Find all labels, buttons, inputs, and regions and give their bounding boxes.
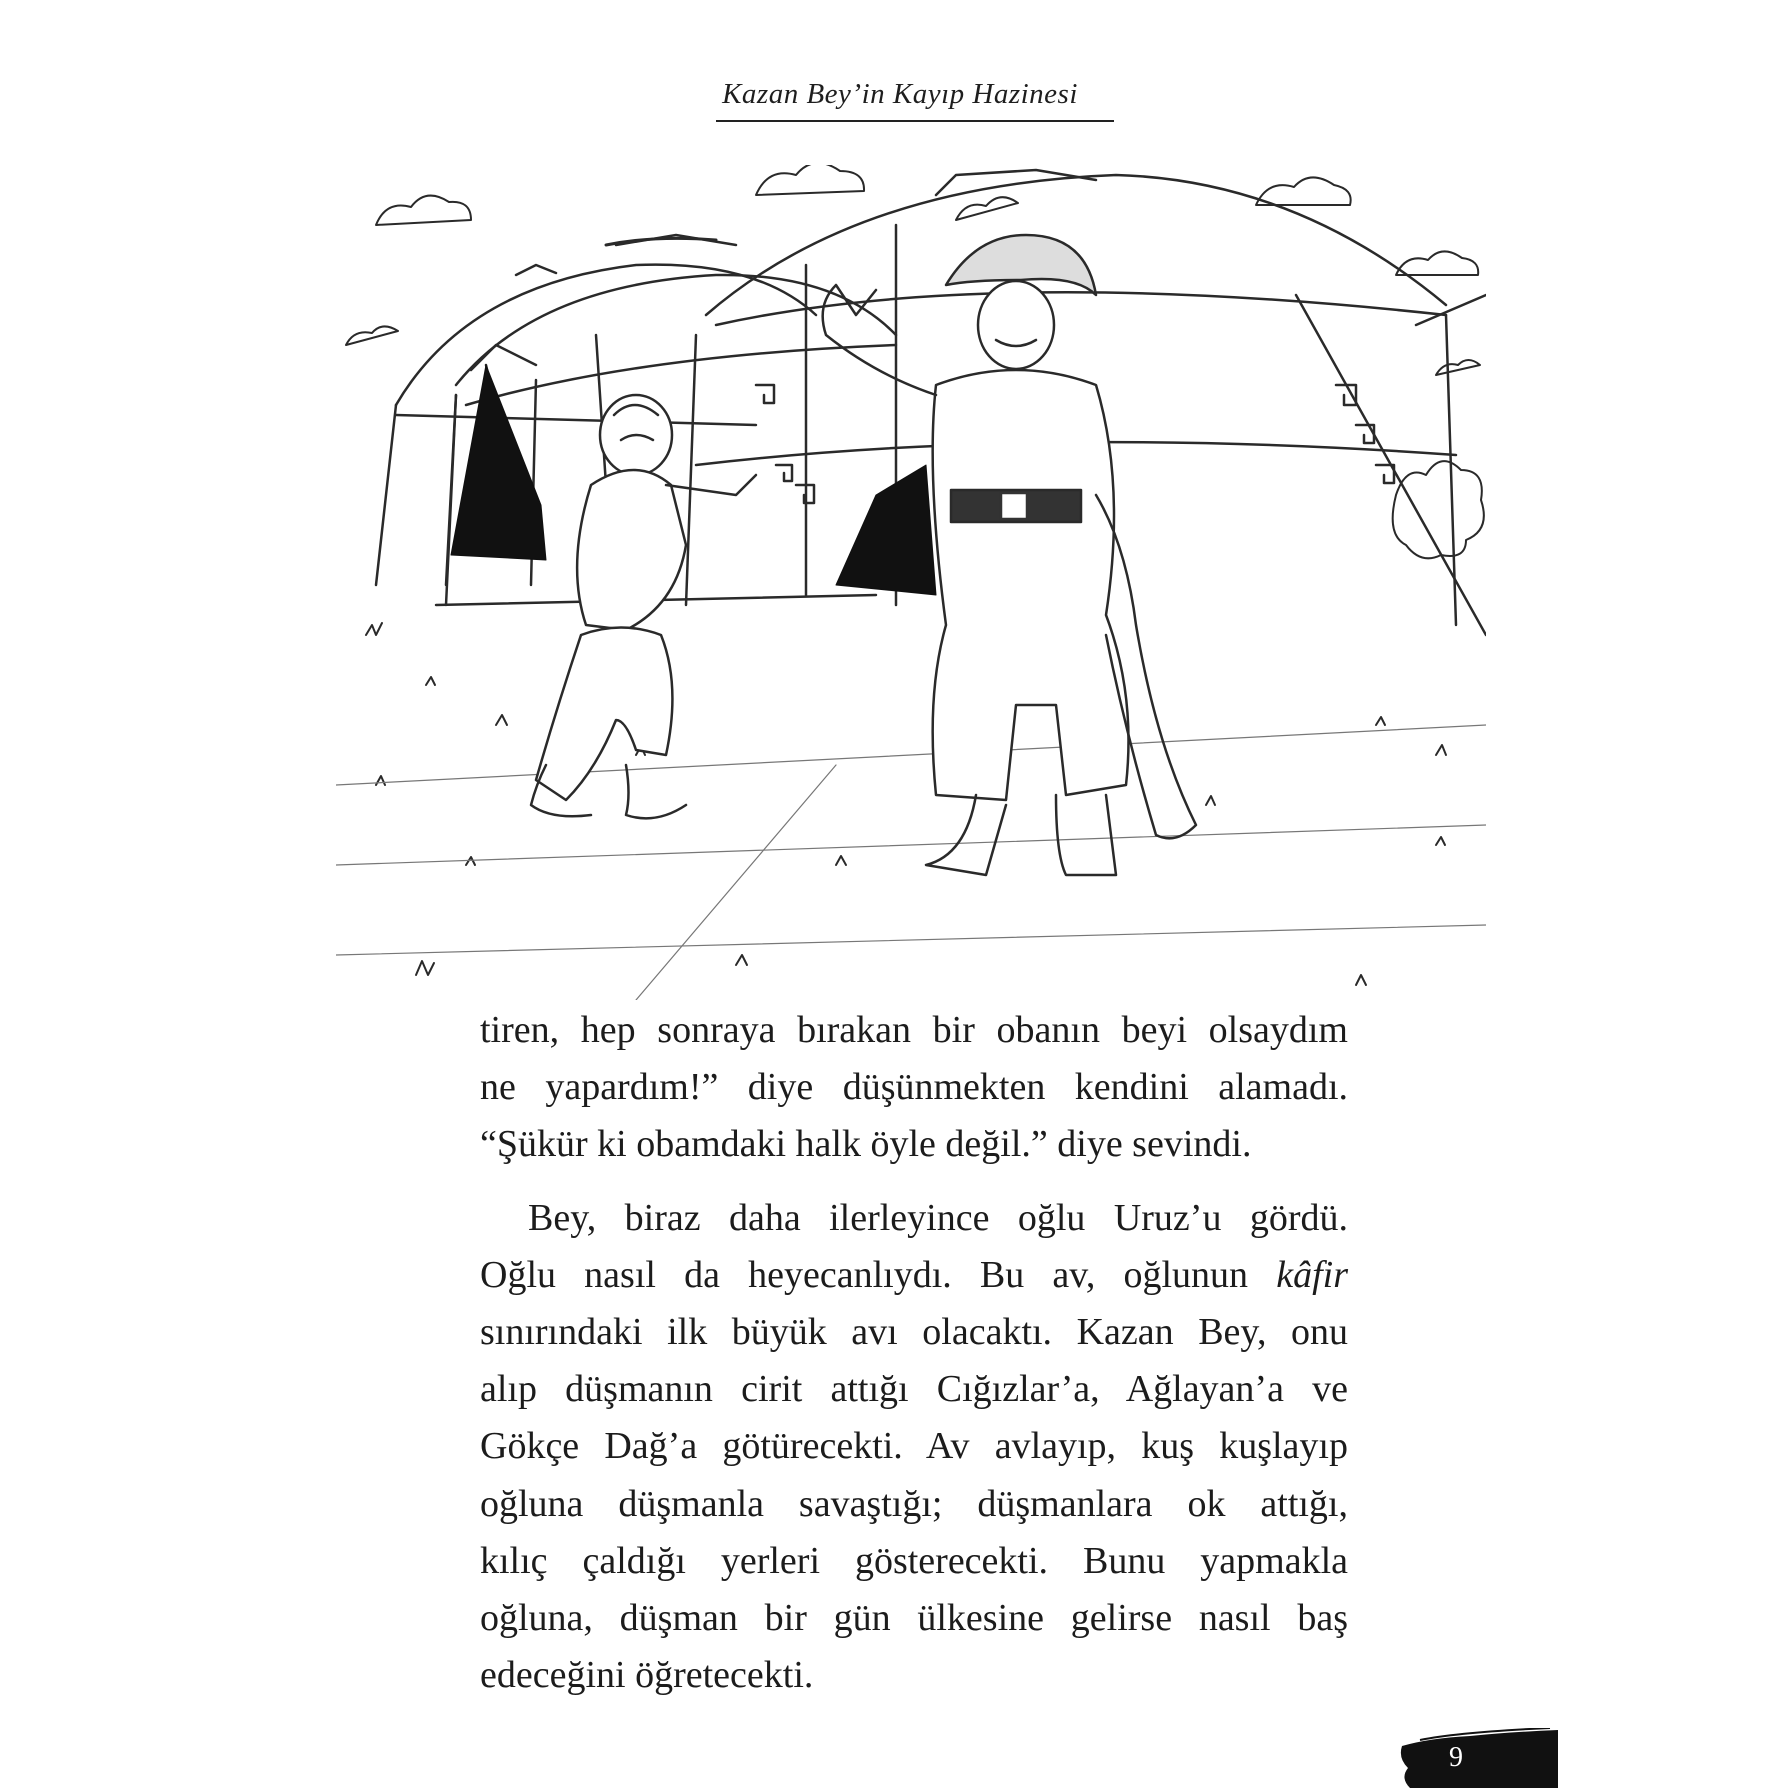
text-line: “Şükür ki obamdaki halk öyle değil.” diye sevindi. bbox=[480, 1123, 1252, 1166]
text-line: alıp düşmanın cirit attığı Cığızlar’a, Ağlayan’a ve bbox=[480, 1368, 1348, 1411]
brush-stroke-icon bbox=[1400, 1728, 1560, 1788]
text-line: ne yapardım!” diye düşünmekten kendini alamadı. bbox=[480, 1066, 1348, 1109]
cloud-icon bbox=[346, 165, 1480, 375]
text-line: Gökçe Dağ’a götürecekti. Av avlayıp, kuş kuşlayıp bbox=[480, 1425, 1348, 1468]
yurt-door-middle bbox=[451, 365, 546, 560]
text-line: tiren, hep sonraya bırakan bir obanın beyi olsaydım bbox=[480, 1009, 1348, 1051]
boy-figure bbox=[531, 395, 756, 818]
bush-icon bbox=[1393, 461, 1484, 558]
page-number: 9 bbox=[1449, 1742, 1463, 1773]
text-line-with-italic bbox=[480, 1247, 1348, 1304]
text-line: edeceğini öğretecekti. bbox=[480, 1654, 814, 1697]
text-line: sınırındaki ilk büyük avı olacaktı. Kazan Bey, onu bbox=[480, 1310, 1348, 1353]
text-segment: Oğlu nasıl da heyecanlıydı. Bu av, oğlunun bbox=[480, 1253, 1277, 1296]
italic-word: kâfir bbox=[1276, 1253, 1348, 1296]
text-line: oğluna düşmanla savaştığı; düşmanlara ok attığı, bbox=[480, 1482, 1348, 1525]
text-line: kılıç çaldığı yerleri gösterecekti. Bunu yapmakla bbox=[480, 1539, 1348, 1582]
text-line: Bey, biraz daha ilerleyince oğlu Uruz’u gördü. bbox=[528, 1196, 1348, 1239]
text-line: oğluna, düşman bir gün ülkesine gelirse nasıl baş bbox=[480, 1596, 1348, 1639]
page-number-tab bbox=[1400, 1728, 1560, 1788]
yurt-door-front bbox=[836, 465, 936, 595]
body-text bbox=[480, 1002, 1348, 1704]
header-rule bbox=[716, 120, 1114, 122]
running-header-title: Kazan Bey’in Kayıp Hazinesi bbox=[722, 78, 1078, 110]
chapter-illustration bbox=[336, 165, 1486, 1000]
